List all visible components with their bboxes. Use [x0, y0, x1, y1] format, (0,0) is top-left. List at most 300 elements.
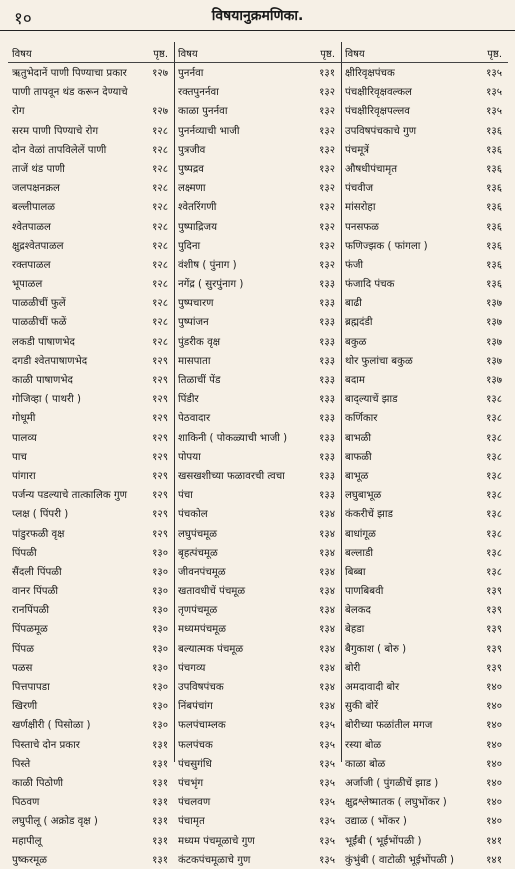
entry-page-number: १३३ [319, 413, 335, 425]
column-header-page: पृष्ठ. [487, 49, 502, 60]
index-entry [174, 619, 341, 638]
index-entry [174, 121, 341, 140]
index-entry [341, 255, 508, 274]
entry-subject: निंबपंचांग [178, 701, 213, 713]
index-entry [174, 811, 341, 830]
entry-page-number: १२८ [152, 144, 168, 156]
entry-page-number: १२९ [152, 528, 168, 540]
entry-page-number: १३६ [486, 259, 502, 271]
entry-page-number: १३६ [486, 183, 502, 195]
entry-page-number: १३६ [486, 144, 502, 156]
entry-subject: बाद्ल्याचें झाड [345, 394, 398, 406]
column-header-page: पृष्ठ. [320, 49, 335, 60]
entry-page-number: १३१ [152, 816, 168, 828]
index-entry [341, 696, 508, 715]
index-entry [341, 831, 508, 850]
index-entry [174, 696, 341, 715]
index-entry [8, 447, 174, 466]
entry-page-number: १३४ [319, 586, 335, 598]
entry-subject: शाकिनी ( पोकळ्याची भाजी ) [178, 432, 288, 444]
entry-page-number: १२९ [152, 509, 168, 521]
index-entry [174, 140, 341, 159]
entry-subject: जलपक्षनक्रल [12, 183, 60, 195]
index-columns [8, 42, 508, 866]
entry-subject: पिंडीर [178, 394, 199, 406]
entry-page-number: १३३ [319, 451, 335, 463]
entry-page-number: १३० [152, 662, 168, 674]
index-entry [174, 236, 341, 255]
index-entry [174, 773, 341, 792]
entry-page-number: १३० [152, 643, 168, 655]
entry-subject: बदाम [345, 375, 365, 386]
entry-subject: पाणी तापवून थंड करून देण्याचे [12, 87, 128, 99]
entry-page-number: १३९ [486, 624, 502, 636]
index-entry [174, 600, 341, 619]
entry-subject: पिंपळ [12, 643, 34, 655]
entry-subject: बकुळ [345, 336, 367, 348]
entry-page-number: १३५ [319, 854, 335, 866]
entry-subject: पांगारा [12, 470, 36, 482]
entry-subject: मध्यम पंचमूळाचे गुण [178, 835, 255, 847]
entry-subject: बाफळी [345, 451, 372, 463]
index-entry [341, 389, 508, 408]
index-entry [174, 792, 341, 811]
entry-subject: पाच [12, 451, 27, 463]
index-entry [8, 140, 174, 159]
index-entry [174, 351, 341, 370]
column-header [341, 42, 508, 63]
index-entry [8, 63, 174, 82]
entry-subject: पुनर्नवा [178, 68, 204, 79]
entry-page-number: १२९ [152, 470, 168, 482]
entry-subject: लक्ष्मणा [178, 183, 206, 195]
entry-page-number: १३२ [319, 125, 335, 137]
index-entry [174, 312, 341, 331]
entry-subject: पंचवीज [345, 183, 374, 195]
entry-subject: ताजें थंड पाणी [12, 163, 65, 175]
index-entry [8, 332, 174, 351]
entry-page-number: १३४ [319, 566, 335, 578]
entry-page-number: १२८ [152, 317, 168, 329]
entry-subject: पंचलवण [178, 797, 211, 809]
index-entry [174, 677, 341, 696]
index-entry [174, 715, 341, 734]
entry-subject: दोन वेळां तापविलेलें पाणी [12, 144, 107, 156]
entry-page-number: १४० [486, 701, 502, 713]
entry-page-number: १४० [486, 682, 502, 693]
entry-subject: ऋतुभेदानें पाणी पिण्याचा प्रकार [12, 68, 127, 79]
entry-subject: औषधीपंचामृत [345, 163, 398, 175]
index-entry [174, 466, 341, 485]
index-entry [341, 504, 508, 523]
entry-subject: रक्तपाळल [12, 259, 51, 271]
index-entry [174, 562, 341, 581]
entry-page-number: १३२ [319, 106, 335, 118]
entry-subject: पंचकोल [178, 509, 208, 521]
entry-subject: मांसरोहा [345, 202, 376, 214]
entry-page-number: १३८ [486, 432, 502, 444]
column-header-subject: विषय [178, 49, 198, 60]
entry-page-number: १३१ [152, 777, 168, 789]
index-entry [8, 696, 174, 715]
entry-page-number: १३१ [152, 758, 168, 770]
entry-subject: बाभूळ [345, 470, 369, 482]
index-entry [8, 255, 174, 274]
entry-page-number: १३५ [486, 106, 502, 118]
entry-subject: मध्यमपंचमूळ [178, 624, 227, 636]
entry-page-number: १३२ [319, 87, 335, 99]
entry-page-number: १३० [152, 605, 168, 617]
index-entry [341, 178, 508, 197]
entry-page-number: १३६ [486, 279, 502, 291]
index-entry [341, 370, 508, 389]
entry-subject: पिस्ताचे दोन प्रकार [12, 739, 80, 751]
index-entry [8, 715, 174, 734]
entry-page-number: १३३ [319, 375, 335, 386]
index-column-1 [8, 42, 175, 866]
entry-subject: पाळळीचीं फुलें [12, 298, 66, 310]
index-entry [174, 543, 341, 562]
entry-subject: पित्तपापडा [12, 682, 50, 693]
entry-subject: तिळाचीं पेंड [178, 375, 221, 386]
entry-subject: पोपया [178, 451, 201, 463]
index-entry [341, 466, 508, 485]
index-entry [8, 236, 174, 255]
index-entry [174, 197, 341, 216]
entry-subject: लघुबाभूळ [345, 490, 382, 502]
entry-subject: ब्रह्मदंडी [345, 317, 373, 329]
entry-subject: खिरणी [12, 701, 38, 713]
entry-subject: खसखशीच्या फळावरची त्वचा [178, 470, 285, 482]
index-entry [174, 178, 341, 197]
entry-subject: क्षुद्रश्वेतपाळल [12, 240, 64, 252]
entry-subject: बोरीच्या फळांतील मगज [345, 720, 433, 732]
entry-page-number: १३९ [486, 643, 502, 655]
index-column-3 [341, 42, 508, 866]
index-entry [341, 562, 508, 581]
index-entry [174, 524, 341, 543]
index-entry [8, 408, 174, 427]
entry-page-number: १२८ [152, 125, 168, 137]
entry-subject: पुष्पांजन [178, 317, 209, 329]
index-entry [341, 428, 508, 447]
entry-subject: कंकरीचें झाड [345, 509, 393, 521]
entry-page-number: १३१ [152, 739, 168, 751]
index-entry [341, 447, 508, 466]
index-entry [8, 370, 174, 389]
entry-subject: सुकी बोरें [345, 701, 379, 713]
index-entry [8, 121, 174, 140]
entry-subject: क्षीरिवृक्षपंचक [345, 68, 395, 79]
entry-subject: काळा पुनर्नवा [178, 106, 228, 118]
index-entry [8, 524, 174, 543]
index-entry [8, 811, 174, 830]
entry-page-number: १४० [486, 816, 502, 828]
entry-subject: पुष्पाद्रिजय [178, 221, 218, 233]
entry-subject: बाढी [345, 298, 362, 310]
entry-subject: बल्लाडी [345, 547, 374, 559]
entry-subject: फणिज्झक ( फांगला ) [345, 240, 428, 252]
entry-page-number: १३७ [486, 355, 502, 367]
entry-page-number: १३१ [152, 797, 168, 809]
entry-subject: पंचगव्य [178, 662, 206, 674]
index-entry [174, 101, 341, 120]
entry-subject: रस्या बोळ [345, 739, 382, 751]
entry-page-number: १३२ [319, 183, 335, 195]
index-entry [8, 312, 174, 331]
entry-page-number: १३३ [319, 298, 335, 310]
entry-subject: काळा बोळ [345, 758, 386, 770]
entry-subject: पुनर्नव्याची भाजी [178, 125, 240, 137]
entry-subject: फंजादि पंचक [345, 279, 395, 291]
column-header-subject: विषय [12, 49, 32, 60]
entry-page-number: १३६ [486, 240, 502, 252]
entry-page-number: १३० [152, 701, 168, 713]
entry-page-number: १३५ [319, 720, 335, 732]
index-entry [8, 543, 174, 562]
entry-subject: पुदिना [178, 240, 201, 252]
entry-page-number: १३८ [486, 547, 502, 559]
index-entry [341, 197, 508, 216]
entry-subject: श्वेतपाळल [12, 221, 51, 233]
index-entry [341, 293, 508, 312]
entry-page-number: १३७ [486, 298, 502, 310]
entry-subject: सरम पाणी पिण्याचे रोग [12, 125, 99, 137]
page-header [0, 0, 515, 31]
entry-subject: अमदावादी बोर [345, 682, 400, 693]
entry-page-number: १४० [486, 777, 502, 789]
index-entry [174, 274, 341, 293]
index-entry [341, 274, 508, 293]
entry-page-number: १३४ [319, 528, 335, 540]
entry-page-number: १४१ [486, 835, 502, 847]
entry-page-number: १२८ [152, 279, 168, 291]
entry-page-number: १३६ [486, 163, 502, 175]
entry-subject: रोग [12, 106, 25, 118]
entry-page-number: १३८ [486, 413, 502, 425]
entry-subject: फलपंचाम्लक [178, 720, 226, 732]
entry-subject: बोरी [345, 662, 361, 674]
entry-page-number: १३३ [319, 490, 335, 502]
entry-subject: पिंपळी [12, 547, 37, 559]
entry-subject: बेहडा [345, 624, 365, 636]
entry-subject: पालव्य [12, 432, 37, 444]
entry-subject: रक्तपुनर्नवा [178, 87, 219, 99]
entry-subject: जीवनपंचमूळ [178, 566, 226, 578]
entry-page-number: १२८ [152, 298, 168, 310]
entry-subject: वानर पिंपळी [12, 586, 58, 598]
index-entry [174, 735, 341, 754]
index-entry [8, 159, 174, 178]
index-entry [341, 754, 508, 773]
entry-subject: पुष्पचारण [178, 298, 214, 310]
entry-page-number: १३३ [319, 355, 335, 367]
entry-page-number: १२८ [152, 240, 168, 252]
entry-page-number: १२८ [152, 259, 168, 271]
entry-subject: मासपाता [178, 355, 211, 367]
entry-subject: प्लक्ष ( पिंपरी ) [12, 509, 69, 521]
entry-page-number: १४० [486, 739, 502, 751]
entry-subject: काळी पाषाणभेद [12, 375, 73, 386]
entry-subject: गोधूमी [12, 413, 36, 425]
index-entry [341, 236, 508, 255]
entry-subject: खतावधीचें पंचमूळ [178, 586, 246, 598]
entry-page-number: १२९ [152, 490, 168, 502]
index-entry [8, 735, 174, 754]
index-entry [341, 773, 508, 792]
entry-subject: क्षुद्रश्लेष्मातक ( लघुभोंकर ) [345, 797, 447, 809]
index-entry [341, 715, 508, 734]
index-entry [341, 619, 508, 638]
index-entry [8, 639, 174, 658]
entry-page-number: १३३ [319, 336, 335, 348]
entry-subject: महापीलू [12, 835, 42, 847]
entry-page-number: १३४ [319, 547, 335, 559]
entry-page-number: १३३ [319, 279, 335, 291]
entry-subject: भूईंबी ( भूईभोंपळी ) [345, 835, 422, 847]
index-entry [8, 466, 174, 485]
entry-page-number: १३७ [486, 317, 502, 329]
entry-page-number: १३४ [319, 701, 335, 713]
entry-page-number: १३४ [319, 605, 335, 617]
entry-page-number: १३४ [319, 624, 335, 636]
index-entry [341, 312, 508, 331]
entry-page-number: १३३ [319, 317, 335, 329]
entry-page-number: १३८ [486, 566, 502, 578]
entry-page-number: १३१ [152, 854, 168, 866]
entry-page-number: १३३ [319, 432, 335, 444]
page-title: विषयानुक्रमणिका. [211, 8, 304, 24]
entry-subject: गोजिव्हा ( पाथरी ) [12, 394, 81, 406]
entry-page-number: १३० [152, 624, 168, 636]
index-entry [174, 332, 341, 351]
entry-subject: पर्जन्य पडल्याचे तात्कालिक गुण [12, 490, 128, 502]
entry-subject: बृहत्पंचमूळ [178, 547, 218, 559]
index-entry [341, 63, 508, 82]
index-entry [174, 831, 341, 850]
index-entry [8, 389, 174, 408]
entry-page-number: १३० [152, 566, 168, 578]
entry-subject: सैंदली पिंपळी [12, 566, 62, 578]
entry-subject: बाभळी [345, 432, 371, 444]
entry-subject: पंचक्षीरिवृक्षपल्लव [345, 106, 410, 118]
entry-subject: पिठवण [12, 797, 40, 809]
index-entry [8, 82, 174, 101]
entry-page-number: १३८ [486, 470, 502, 482]
entry-page-number: १४० [486, 797, 502, 809]
index-entry [8, 504, 174, 523]
entry-page-number: १३५ [486, 68, 502, 79]
entry-subject: पंचसुगंधि [178, 758, 212, 770]
entry-page-number: १३३ [319, 394, 335, 406]
entry-subject: भूपाळल [12, 279, 43, 291]
entry-page-number: १३५ [319, 777, 335, 789]
index-entry [8, 773, 174, 792]
index-entry [174, 408, 341, 427]
entry-subject: उद्याळ ( भोंकर ) [345, 816, 407, 828]
entry-subject: काळी पिठोणी [12, 777, 64, 789]
index-entry [8, 428, 174, 447]
entry-page-number: १३४ [319, 509, 335, 521]
entry-subject: तृणपंचमूळ [178, 605, 218, 617]
entry-subject: उपविषपंचकाचे गुण [345, 125, 417, 137]
index-entry [174, 581, 341, 600]
entry-page-number: १३० [152, 682, 168, 693]
entry-page-number: १२९ [152, 394, 168, 406]
index-entry [8, 101, 174, 120]
entry-subject: उपविषपंचक [178, 682, 224, 693]
entry-page-number: १३२ [319, 144, 335, 156]
entry-page-number: १४० [486, 758, 502, 770]
index-entry [341, 351, 508, 370]
index-entry [174, 850, 341, 869]
index-entry [341, 850, 508, 869]
entry-subject: पिस्ते [12, 758, 31, 770]
index-entry [174, 82, 341, 101]
index-entry [341, 658, 508, 677]
entry-page-number: १३१ [319, 68, 335, 79]
index-entry [8, 562, 174, 581]
index-entry [174, 217, 341, 236]
entry-subject: बल्यात्मक पंचमूळ [178, 643, 244, 655]
index-entry [8, 178, 174, 197]
entry-page-number: १३८ [486, 490, 502, 502]
index-entry [8, 792, 174, 811]
entry-page-number: १२८ [152, 163, 168, 175]
entry-subject: पनसफळ [345, 221, 379, 233]
entry-subject: लघुपीलू ( अक्रोड वृक्ष ) [12, 816, 98, 828]
entry-subject: पाळळीचीं फळें [12, 317, 67, 329]
column-header [174, 42, 341, 63]
entry-page-number: १२९ [152, 355, 168, 367]
entry-page-number: १३७ [486, 375, 502, 386]
index-entry [174, 639, 341, 658]
entry-page-number: १३० [152, 586, 168, 598]
index-entry [341, 217, 508, 236]
index-column-2 [174, 42, 342, 866]
entry-page-number: १३५ [319, 739, 335, 751]
index-entry [8, 831, 174, 850]
index-entry [8, 197, 174, 216]
index-entry [341, 543, 508, 562]
index-entry [174, 658, 341, 677]
page-number: १० [14, 9, 32, 29]
index-entry [341, 485, 508, 504]
entry-page-number: १३५ [319, 797, 335, 809]
entry-subject: नगेंद्र ( सुरपुंनाग ) [178, 279, 244, 291]
entry-subject: बल्लीपालळ [12, 202, 56, 214]
entry-page-number: १३२ [319, 240, 335, 252]
index-entry [174, 504, 341, 523]
entry-subject: लघुपंचमूळ [178, 528, 218, 540]
entry-page-number: १३० [152, 547, 168, 559]
entry-page-number: १३९ [486, 605, 502, 617]
index-entry [341, 408, 508, 427]
index-entry [174, 485, 341, 504]
index-entry [341, 82, 508, 101]
index-entry [341, 677, 508, 696]
index-entry [341, 101, 508, 120]
index-entry [8, 619, 174, 638]
entry-subject: पुत्रजीव [178, 144, 206, 156]
entry-page-number: १३५ [319, 758, 335, 770]
entry-subject: फलपंचक [178, 739, 213, 751]
entry-subject: बिब्बा [345, 566, 366, 578]
entry-subject: दगडी श्वेतपाषाणभेद [12, 355, 88, 367]
index-entry [8, 581, 174, 600]
index-entry [174, 293, 341, 312]
entry-page-number: १२८ [152, 202, 168, 214]
